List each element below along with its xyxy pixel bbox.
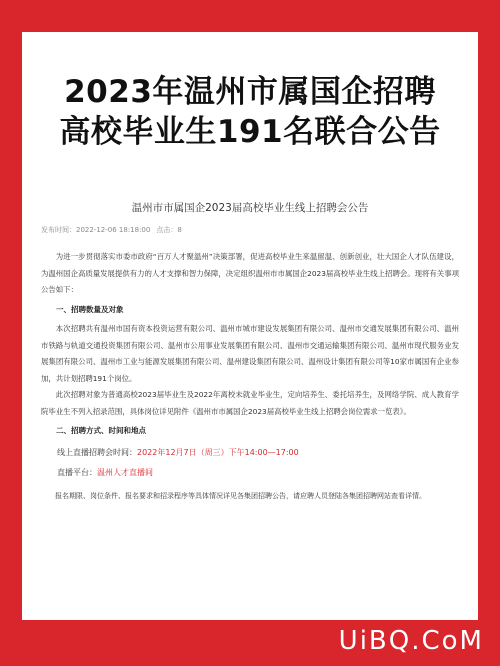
section-2-heading: 二、招聘方式、时间和地点 (56, 426, 146, 435)
platform-value: 温州人才直播间 (97, 467, 153, 477)
live-time-line (41, 443, 459, 463)
section-1-paragraph-1: 本次招聘共有温州市国有资本投资运营有限公司、温州市城市建设发展集团有限公司、温州市交通发展集团有限公司、温州市铁路与轨道交通投资集团有限公司、温州市公用事业发展集团有限公司、温州市交通运输集团有限公司、温州市现代服务业发展集团有限公司、温州市工业与能源发展集团有限公司、温州建设集团有限公司、温州设计集团有限公司等10家市属国有企业参加，共计划招聘191个岗位。 (41, 324, 459, 383)
click-count: 点击：8 (156, 226, 182, 234)
headline-line-1: 2023年温州市属国企招聘 (64, 74, 436, 110)
article-meta (41, 225, 478, 235)
live-time-value: 2022年12月7日（周三）下午14:00—17:00 (137, 447, 299, 457)
headline-line-2: 高校毕业生191名联合公告 (59, 114, 441, 150)
site-watermark: UiBQ.CoM (338, 626, 484, 656)
section-1-paragraph-2: 此次招聘对象为普通高校2023届毕业生及2022年离校未就业毕业生，定向培养生、委托培养生，及网络学院、成人教育学院毕业生不列入招录范围，具体岗位详见附件《温州市市属国企2023届高校毕业生线上招聘会岗位需求一览表》。 (41, 390, 459, 416)
section-1-heading: 一、招聘数量及对象 (56, 304, 124, 314)
intro-paragraph: 为进一步贯彻落实市委市政府“百万人才聚温州”决策部署，促进高校毕业生来温留温、创新创业，壮大国企人才队伍建设，为温州国企高质量发展提供有力的人才支撑和智力保障，决定组织温州市市属国企2023届高校毕业生线上招聘会。现将有关事项公告如下： (41, 252, 459, 294)
platform-label: 直播平台： (57, 467, 97, 477)
publish-time: 发布时间：2022-12-06 18:18:00 (41, 226, 151, 234)
article-body (22, 249, 478, 503)
registration-note: 报名期限、岗位条件、报名要求和招录程序等具体情况详见各集团招聘公告，请应聘人员登陆各集团招聘网站查看详情。 (55, 491, 426, 500)
platform-line (41, 463, 459, 483)
headline (22, 72, 478, 152)
live-time-label: 线上直播招聘会时间： (57, 447, 137, 457)
announcement-card (22, 32, 478, 620)
article-title: 温州市市属国企2023届高校毕业生线上招聘会公告 (131, 202, 369, 214)
